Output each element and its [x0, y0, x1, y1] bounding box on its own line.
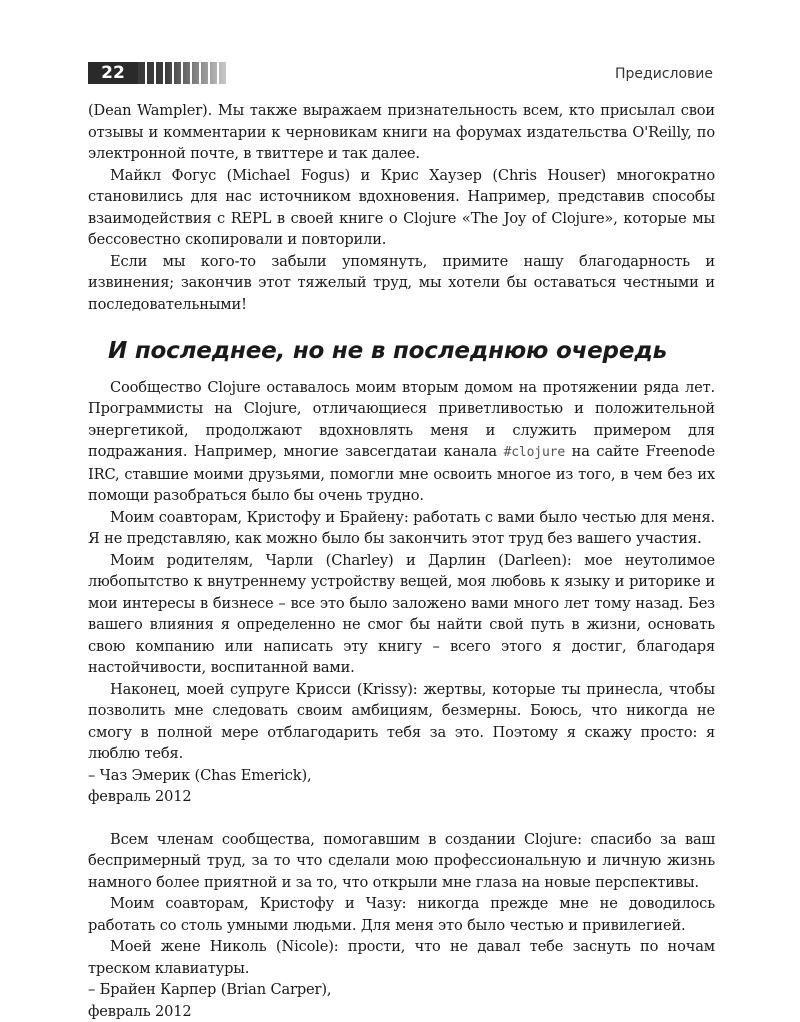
paragraph-4-text-a: Сообщество Clojure оставалось моим вторым домом на протяжении ряда лет. Программисты на Clojure, отличающиеся приветливостью и положительной энергетикой, продолжают вдохновлять меня и служить примером для подражания. Например, многие завсегдатаи канала [88, 379, 715, 461]
paragraph-10: Моей жене Николь (Nicole): прости, что не давал тебе заснуть по ночам треском клавиатуры. [88, 936, 715, 979]
irc-channel-code: #clojure [504, 445, 565, 460]
header-stripes-decoration [138, 62, 228, 84]
page-header [0, 0, 800, 100]
paragraph-7: Наконец, моей супруге Крисси (Krissy): жертвы, которые ты принесла, чтобы позволить мне следовать своим амбициям, безмерны. Боюсь, что никогда не смогу в полной мере отблагодарить тебя за это. Поэтому я скажу просто: я люблю тебя. [88, 679, 715, 765]
paragraph-2: Майкл Фогус (Michael Fogus) и Крис Хаузер (Chris Houser) многократно становились для нас источником вдохновения. Например, представив способы взаимодействия с REPL в своей книге о Clojure «The Joy of Clojure», которые мы бессовестно скопировали и повторили. [88, 165, 715, 251]
page-body [88, 100, 715, 1022]
page-number: 22 [88, 62, 138, 84]
paragraph-4-text-b: на сайте Freenode IRC, ставшие моими друзьями, помогли мне освоить многое из того, в чем без их помощи разобраться было бы очень трудно. [88, 443, 715, 504]
section-title: И последнее, но не в последнюю очередь [108, 341, 715, 363]
running-head: Предисловие [615, 66, 713, 82]
section-gap [88, 808, 715, 829]
paragraph-9: Моим соавторам, Кристофу и Чазу: никогда прежде мне не доводилось работать со столь умными людьми. Для меня это было честью и привилегией. [88, 893, 715, 936]
paragraph-4 [88, 377, 715, 507]
paragraph-8: Всем членам сообщества, помогавшим в создании Clojure: спасибо за ваш беспримерный труд, за то что сделали мою профессиональную и личную жизнь намного более приятной и за то, что открыли мне глаза на новые перспективы. [88, 829, 715, 894]
paragraph-5: Моим соавторам, Кристофу и Брайену: работать с вами было честью для меня. Я не представляю, как можно было бы закончить этот труд без вашего участия. [88, 507, 715, 550]
paragraph-6: Моим родителям, Чарли (Charley) и Дарлин (Darleen): мое неутолимое любопытство к внутреннему устройству вещей, моя любовь к языку и риторике и мои интересы в бизнесе – все это было заложено вами много лет тому назад. Без вашего влияния я определенно не смог бы найти свой путь в жизни, основать свою компанию или написать эту книгу – всего этого я достиг, благодаря настойчивости, воспитанной вами. [88, 550, 715, 679]
paragraph-1: (Dean Wampler). Мы также выражаем признательность всем, кто присылал свои отзывы и комментарии к черновикам книги на форумах издательства O'Reilly, по электронной почте, в твиттере и так далее. [88, 100, 715, 165]
signature-1-date: февраль 2012 [88, 786, 715, 808]
signature-1-name: – Чаз Эмерик (Chas Emerick), [88, 765, 715, 787]
paragraph-3: Если мы кого-то забыли упомянуть, примите нашу благодарность и извинения; закончив этот тяжелый труд, мы хотели бы оставаться честными и последовательными! [88, 251, 715, 316]
signature-2-date: февраль 2012 [88, 1001, 715, 1022]
signature-2-name: – Брайен Карпер (Brian Carper), [88, 979, 715, 1001]
